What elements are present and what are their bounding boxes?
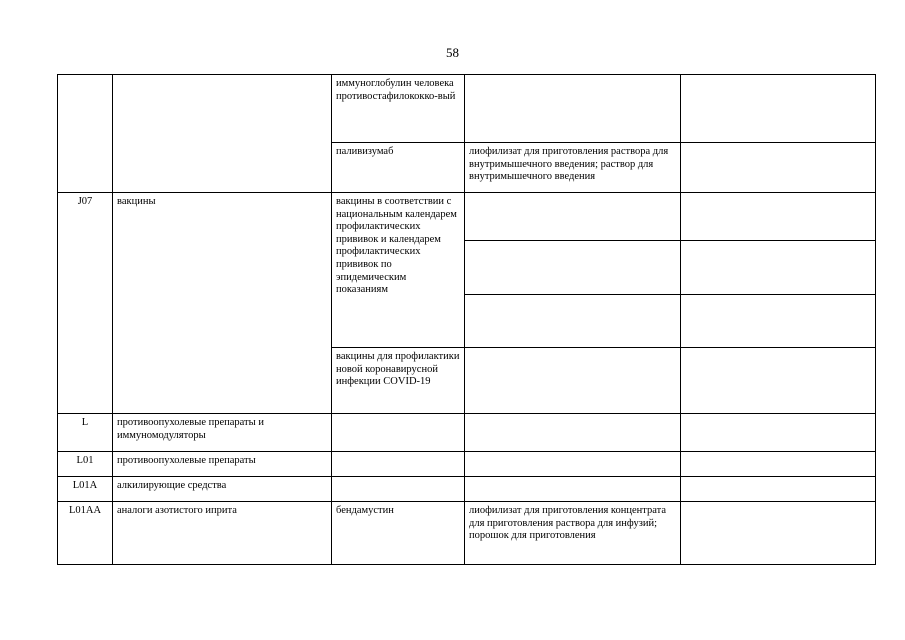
dosage-form-cell: [465, 452, 681, 477]
extra-cell: [681, 75, 876, 143]
inn-cell: [332, 452, 465, 477]
atc-code-cell: J07: [58, 193, 113, 414]
dosage-form-cell: [465, 414, 681, 452]
extra-cell: [681, 414, 876, 452]
dosage-form-cell: [465, 241, 681, 295]
inn-cell: иммуноглобулин человека противостафилококко-вый: [332, 75, 465, 143]
atc-code-cell: L01A: [58, 477, 113, 502]
anatomical-group-cell: противоопухолевые препараты: [113, 452, 332, 477]
anatomical-group-cell: алкилирующие средства: [113, 477, 332, 502]
dosage-form-cell: лиофилизат для приготовления раствора для внутримышечного введения; раствор для внутримышечного введения: [465, 143, 681, 193]
dosage-form-cell: [465, 477, 681, 502]
extra-cell: [681, 193, 876, 241]
atc-code-cell: L01AA: [58, 502, 113, 565]
anatomical-group-cell: аналоги азотистого иприта: [113, 502, 332, 565]
extra-cell: [681, 295, 876, 348]
inn-cell: вакцины для профилактики новой коронавирусной инфекции COVID-19: [332, 348, 465, 414]
anatomical-group-cell: противоопухолевые препараты и иммуномодуляторы: [113, 414, 332, 452]
dosage-form-cell: [465, 193, 681, 241]
atc-code-cell: L01: [58, 452, 113, 477]
table-row: [58, 477, 876, 502]
anatomical-group-cell: вакцины: [113, 193, 332, 414]
inn-cell: бендамустин: [332, 502, 465, 565]
inn-cell: [332, 477, 465, 502]
table-row: [58, 502, 876, 565]
dosage-form-cell: лиофилизат для приготовления концентрата для приготовления раствора для инфузий; порошок для приготовления: [465, 502, 681, 565]
inn-cell: паливизумаб: [332, 143, 465, 193]
extra-cell: [681, 477, 876, 502]
table-row: [58, 193, 876, 241]
extra-cell: [681, 502, 876, 565]
table-row: [58, 414, 876, 452]
table-row: [58, 452, 876, 477]
page-number: 58: [446, 45, 459, 60]
extra-cell: [681, 241, 876, 295]
dosage-form-cell: [465, 348, 681, 414]
dosage-form-cell: [465, 295, 681, 348]
inn-cell: вакцины в соответствии с национальным календарем профилактических прививок и календарем профилактических прививок по эпидемическим показаниям: [332, 193, 465, 348]
table-row: [58, 75, 876, 143]
extra-cell: [681, 348, 876, 414]
extra-cell: [681, 143, 876, 193]
dosage-form-cell: [465, 75, 681, 143]
inn-cell: [332, 414, 465, 452]
drug-table: [57, 74, 876, 565]
atc-code-cell: [58, 75, 113, 193]
atc-code-cell: L: [58, 414, 113, 452]
extra-cell: [681, 452, 876, 477]
anatomical-group-cell: [113, 75, 332, 193]
